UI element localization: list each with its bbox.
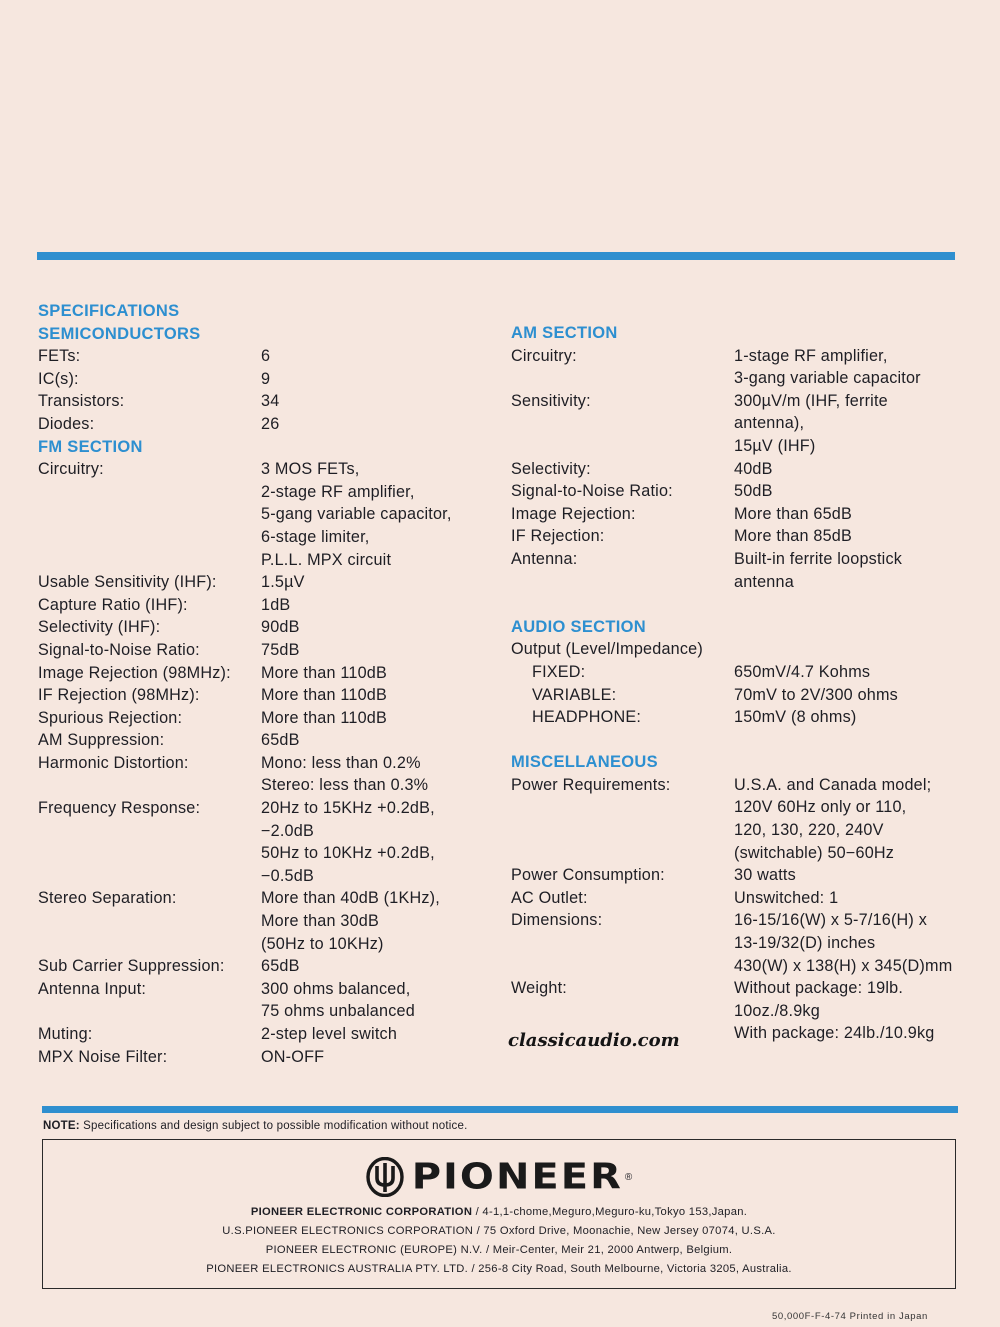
right-spec-column — [511, 322, 981, 1045]
spec-row — [511, 661, 981, 684]
spec-value: 1dB — [261, 595, 291, 614]
spec-label: Image Rejection: — [511, 504, 636, 523]
fm-section-heading: FM SECTION — [38, 437, 143, 456]
spec-value: 430(W) x 138(H) x 345(D)mm — [734, 956, 953, 975]
spec-values — [734, 706, 981, 729]
spacer — [511, 729, 981, 752]
spec-label: Signal-to-Noise Ratio: — [511, 482, 673, 501]
spec-value: Mono: less than 0.2% — [261, 753, 421, 772]
spec-value: 10oz./8.9kg — [734, 1001, 820, 1020]
spec-label: Antenna: — [511, 549, 578, 568]
spec-values — [261, 571, 498, 594]
spec-row — [38, 707, 498, 730]
spec-value: More than 40dB (1KHz), — [261, 889, 440, 908]
spec-values — [734, 977, 981, 1045]
spec-label: IC(s): — [38, 369, 79, 388]
spec-row — [38, 390, 498, 413]
spec-row — [38, 616, 498, 639]
spec-value: Unswitched: 1 — [734, 888, 839, 907]
spec-row — [38, 662, 498, 685]
miscellaneous-rows — [511, 774, 981, 1045]
spec-values — [734, 684, 981, 707]
spec-row — [38, 345, 498, 368]
spec-value: antenna — [734, 572, 794, 591]
spec-values — [261, 729, 498, 752]
spec-values — [734, 864, 981, 887]
miscellaneous-heading: MISCELLANEOUS — [511, 753, 658, 772]
company-name: PIONEER ELECTRONICS AUSTRALIA PTY. LTD. — [206, 1263, 469, 1275]
am-section-heading: AM SECTION — [511, 324, 618, 342]
spec-value: 20Hz to 15KHz +0.2dB, — [261, 799, 435, 818]
spec-label: Frequency Response: — [38, 799, 201, 818]
spec-row — [38, 1046, 498, 1069]
spec-row — [38, 1023, 498, 1046]
address-line-usa — [43, 1225, 955, 1237]
spec-values — [261, 368, 498, 391]
spec-value: 15µV (IHF) — [734, 436, 816, 455]
spec-label: Image Rejection (98MHz): — [38, 663, 231, 682]
spec-value: More than 30dB — [261, 912, 379, 931]
spec-values — [734, 548, 981, 593]
company-address: / Meir-Center, Meir 21, 2000 Antwerp, Belgium. — [482, 1244, 733, 1256]
spec-label: Muting: — [38, 1025, 93, 1043]
spec-value: 300 ohms balanced, — [261, 979, 411, 998]
spec-values — [261, 1046, 498, 1069]
spec-value: U.S.A. and Canada model; — [734, 775, 932, 794]
spec-row — [38, 458, 498, 571]
spec-value: 1.5µV — [261, 573, 305, 592]
spec-label: Weight: — [511, 979, 567, 998]
spec-value: ON-OFF — [261, 1047, 325, 1066]
spec-values — [734, 661, 981, 684]
spec-values — [261, 978, 498, 1023]
spec-values — [261, 887, 498, 955]
spec-values — [734, 887, 981, 910]
spec-value: 120V 60Hz only or 110, — [734, 798, 907, 817]
spec-row — [511, 458, 981, 481]
spec-label: Circuitry: — [511, 346, 577, 365]
spec-row — [511, 345, 981, 390]
spec-value: 3-gang variable capacitor — [734, 369, 921, 388]
spec-row — [511, 864, 981, 887]
spec-value: 75dB — [261, 640, 300, 659]
company-address: / 4-1,1-chome,Meguro,Meguro-ku,Tokyo 153,Japan. — [472, 1206, 748, 1218]
spec-value: −2.0dB — [261, 821, 314, 840]
spec-label: Power Consumption: — [511, 866, 665, 885]
top-blue-rule — [37, 252, 955, 260]
audio-output-label-row — [511, 638, 981, 661]
spec-label: Sensitivity: — [511, 391, 591, 410]
spec-value: 6 — [261, 347, 271, 366]
spec-values — [261, 752, 498, 797]
spec-value: (50Hz to 10KHz) — [261, 934, 384, 953]
spec-row — [511, 774, 981, 864]
spec-label: Harmonic Distortion: — [38, 753, 189, 772]
spec-values — [261, 639, 498, 662]
spec-label: AC Outlet: — [511, 888, 588, 907]
spec-value: 9 — [261, 369, 271, 388]
registered-mark: ® — [624, 1171, 633, 1183]
spec-label: Diodes: — [38, 414, 95, 433]
spec-row — [38, 752, 498, 797]
spec-row — [511, 909, 981, 977]
spec-values — [261, 797, 498, 887]
spec-row — [511, 548, 981, 593]
spec-label: Capture Ratio (IHF): — [38, 595, 188, 614]
spec-row — [38, 797, 498, 887]
pioneer-logo — [43, 1154, 955, 1202]
spec-row — [511, 503, 981, 526]
spacer — [511, 593, 981, 616]
spec-value: 1-stage RF amplifier, — [734, 346, 888, 365]
spec-value: 5-gang variable capacitor, — [261, 505, 452, 524]
spec-value: 75 ohms unbalanced — [261, 1002, 415, 1021]
spec-label: HEADPHONE: — [532, 708, 642, 727]
spec-values — [261, 413, 498, 436]
spec-value: Stereo: less than 0.3% — [261, 776, 429, 795]
brand-box — [42, 1139, 956, 1289]
spec-value: 13-19/32(D) inches — [734, 934, 876, 953]
spec-value: 120, 130, 220, 240V — [734, 821, 884, 840]
spec-value: 30 watts — [734, 866, 796, 885]
spec-values — [734, 458, 981, 481]
spec-value: With package: 24lb./10.9kg — [734, 1024, 935, 1043]
spec-values — [734, 774, 981, 864]
spec-label: Dimensions: — [511, 911, 603, 930]
spec-value: 16-15/16(W) x 5-7/16(H) x — [734, 911, 928, 930]
spec-values — [261, 594, 498, 617]
semiconductors-heading: SEMICONDUCTORS — [38, 324, 201, 343]
semiconductors-rows — [38, 345, 498, 435]
spec-values — [261, 662, 498, 685]
spec-values — [734, 480, 981, 503]
spec-values — [261, 616, 498, 639]
spec-value: 650mV/4.7 Kohms — [734, 662, 871, 681]
spec-values — [734, 525, 981, 548]
spec-value: 2-stage RF amplifier, — [261, 482, 415, 501]
spec-row — [38, 368, 498, 391]
fm-section-rows — [38, 458, 498, 1068]
company-address: / 256-8 City Road, South Melbourne, Victoria 3205, Australia. — [468, 1263, 792, 1275]
spec-value: More than 110dB — [261, 663, 387, 682]
spec-label: Transistors: — [38, 392, 125, 411]
spec-value: 50Hz to 10KHz +0.2dB, — [261, 844, 435, 863]
note-text: Specifications and design subject to possible modification without notice. — [79, 1120, 468, 1132]
pioneer-wordmark: PIONEER — [411, 1156, 623, 1198]
company-address: / 75 Oxford Drive, Moonachie, New Jersey 07074, U.S.A. — [473, 1225, 776, 1237]
spec-row — [38, 639, 498, 662]
spec-row — [38, 955, 498, 978]
spec-values — [261, 1023, 498, 1046]
watermark-text: classicaudio.com — [508, 1030, 680, 1051]
spec-value: 50dB — [734, 482, 773, 501]
spec-row — [38, 729, 498, 752]
spec-label: Selectivity: — [511, 459, 591, 478]
spec-label: VARIABLE: — [532, 685, 617, 704]
spec-value: Without package: 19lb. — [734, 979, 904, 998]
spec-value: 65dB — [261, 957, 300, 976]
specifications-title: SPECIFICATIONS — [38, 302, 180, 320]
spec-values — [261, 345, 498, 368]
spec-value: 300µV/m (IHF, ferrite — [734, 391, 888, 410]
spec-row — [511, 390, 981, 458]
spec-label: Signal-to-Noise Ratio: — [38, 640, 200, 659]
spec-row — [38, 571, 498, 594]
spec-label: IF Rejection: — [511, 527, 605, 546]
spec-value: 2-step level switch — [261, 1025, 398, 1043]
spec-value: More than 110dB — [261, 686, 387, 705]
spec-values — [261, 955, 498, 978]
spec-label: MPX Noise Filter: — [38, 1047, 168, 1066]
note-prefix: NOTE: — [43, 1120, 80, 1132]
spec-label: FETs: — [38, 347, 81, 366]
spec-label: Stereo Separation: — [38, 889, 177, 908]
spec-value: Built-in ferrite loopstick — [734, 549, 903, 568]
spec-label: FIXED: — [532, 662, 586, 681]
spec-value: 70mV to 2V/300 ohms — [734, 685, 898, 704]
spec-values — [734, 390, 981, 458]
company-name: PIONEER ELECTRONIC (EUROPE) N.V. — [265, 1244, 483, 1256]
address-line-japan — [43, 1206, 955, 1218]
spec-row — [511, 684, 981, 707]
spec-row — [511, 887, 981, 910]
pioneer-tuning-fork-icon — [366, 1157, 404, 1197]
spec-value: 65dB — [261, 731, 300, 750]
bottom-blue-rule — [42, 1106, 958, 1113]
spec-row — [511, 480, 981, 503]
spec-label: AM Suppression: — [38, 731, 165, 750]
company-name: PIONEER ELECTRONIC CORPORATION — [250, 1206, 473, 1218]
audio-output-label: Output (Level/Impedance) — [511, 640, 703, 659]
print-code: 50,000F-F-4-74 Printed in Japan — [772, 1311, 928, 1322]
spec-label: Selectivity (IHF): — [38, 618, 161, 637]
spec-row — [38, 594, 498, 617]
spec-value: 150mV (8 ohms) — [734, 708, 857, 727]
spec-values — [734, 345, 981, 390]
spec-values — [734, 503, 981, 526]
spec-row — [38, 684, 498, 707]
spec-values — [261, 390, 498, 413]
spec-value: 26 — [261, 414, 280, 433]
company-name: U.S.PIONEER ELECTRONICS CORPORATION — [222, 1225, 474, 1237]
address-line-australia — [43, 1263, 955, 1275]
spec-row — [38, 978, 498, 1023]
am-section-rows — [511, 345, 981, 594]
spec-value: −0.5dB — [261, 866, 314, 885]
spec-values — [261, 458, 498, 571]
spec-label: IF Rejection (98MHz): — [38, 686, 200, 705]
spec-value: 40dB — [734, 459, 773, 478]
spec-value: (switchable) 50−60Hz — [734, 843, 895, 862]
audio-section-heading: AUDIO SECTION — [511, 617, 646, 636]
spec-row — [511, 706, 981, 729]
address-line-europe — [43, 1244, 955, 1256]
note-line — [43, 1120, 467, 1132]
spec-label: Power Requirements: — [511, 775, 671, 794]
spec-label: Antenna Input: — [38, 979, 147, 998]
left-spec-column — [38, 300, 498, 1068]
spec-label: Circuitry: — [38, 460, 104, 479]
spec-row — [38, 413, 498, 436]
spec-value: 6-stage limiter, — [261, 527, 370, 546]
spec-value: 34 — [261, 392, 280, 411]
spec-row — [511, 525, 981, 548]
spec-value: 3 MOS FETs, — [261, 460, 360, 479]
spec-values — [261, 684, 498, 707]
spec-values — [734, 909, 981, 977]
audio-section-rows — [511, 661, 981, 729]
spec-label: Spurious Rejection: — [38, 708, 183, 727]
spec-value: More than 85dB — [734, 527, 852, 546]
spec-value: antenna), — [734, 414, 805, 433]
spec-value: P.L.L. MPX circuit — [261, 550, 392, 569]
spec-row — [38, 887, 498, 955]
spec-value: More than 65dB — [734, 504, 852, 523]
spec-value: 90dB — [261, 618, 300, 637]
spec-value: More than 110dB — [261, 708, 387, 727]
spec-label: Usable Sensitivity (IHF): — [38, 573, 217, 592]
spec-values — [261, 707, 498, 730]
spec-label: Sub Carrier Suppression: — [38, 957, 225, 976]
